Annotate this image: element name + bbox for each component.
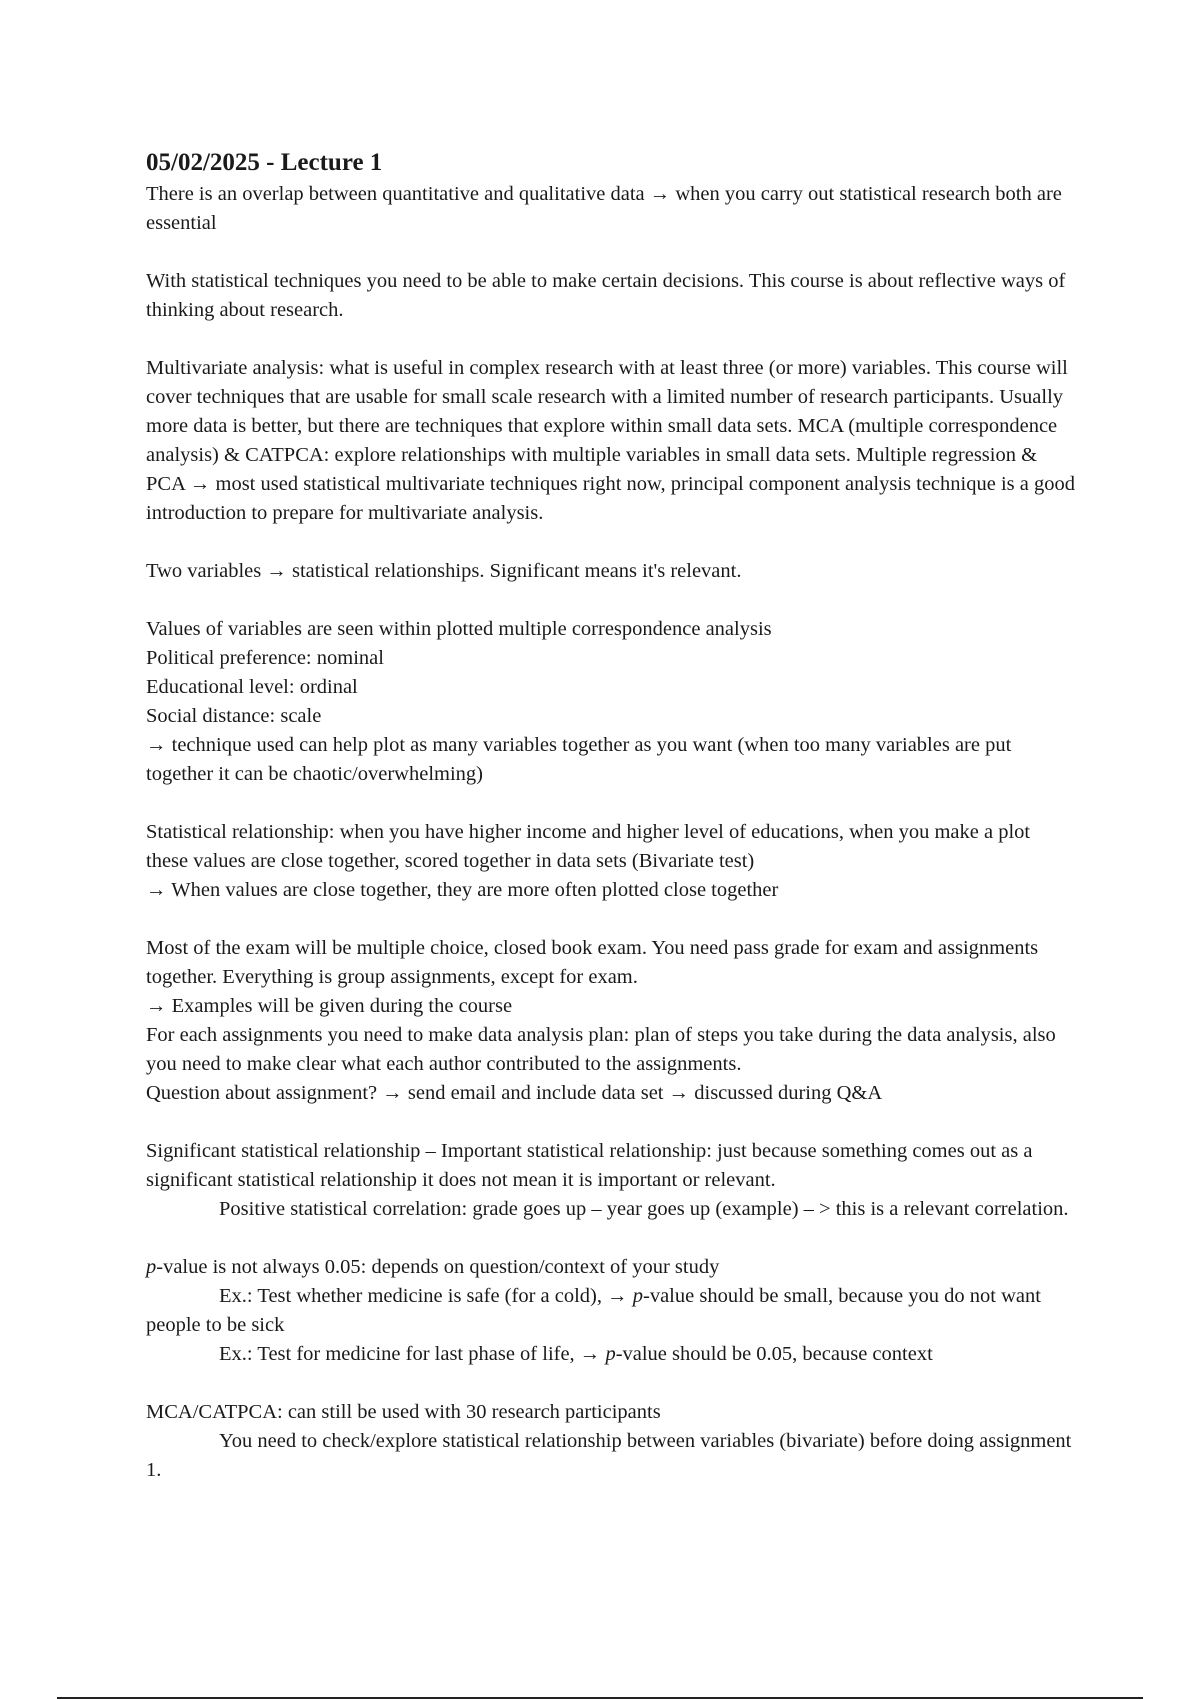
text-span: Ex.: Test whether medicine is safe (for a cold), → — [219, 1285, 633, 1307]
paragraph-significant-vs-important — [146, 1137, 1076, 1224]
paragraph-exam — [146, 934, 1076, 1108]
text-indented: You need to check/explore statistical relationship between variables (bivariate) before doing assignment 1. — [146, 1430, 1072, 1481]
text-span: Ex.: Test for medicine for last phase of life, → — [219, 1343, 606, 1365]
text-line: Political preference: nominal — [146, 647, 384, 669]
p-symbol: p — [146, 1256, 157, 1278]
text-line — [146, 1282, 1076, 1340]
text-span: -value should be small, because you do not want people to be sick — [146, 1285, 1041, 1336]
text-line: → When values are close together, they are more often plotted close together — [146, 879, 779, 901]
p-symbol: p — [605, 1343, 616, 1365]
text-line: → Examples will be given during the course — [146, 995, 513, 1017]
text-span: -value should be 0.05, because context — [615, 1343, 933, 1365]
text-line: MCA/CATPCA: can still be used with 30 research participants — [146, 1401, 661, 1423]
page-title: 05/02/2025 - Lecture 1 — [146, 149, 383, 176]
text-line: Significant statistical relationship – Important statistical relationship: just because something comes out as a significant statistical relationship it does not mean it is important or relevant. — [146, 1140, 1033, 1191]
text-line — [146, 1253, 1076, 1282]
text-line: Statistical relationship: when you have higher income and higher level of educations, when you make a plot these values are close together, scored together in data sets (Bivariate test) — [146, 821, 1031, 872]
paragraph-techniques: With statistical techniques you need to be able to make certain decisions. This course is about reflective ways of thinking about research. — [146, 270, 1066, 321]
text-line: Educational level: ordinal — [146, 676, 358, 698]
text-line: Values of variables are seen within plotted multiple correspondence analysis — [146, 618, 772, 640]
footer-divider — [57, 1697, 1143, 1699]
text-span: -value is not always 0.05: depends on question/context of your study — [156, 1256, 720, 1278]
text-line — [146, 1340, 1076, 1369]
paragraph-statistical-relationship — [146, 818, 1076, 905]
paragraph-mca-catpca — [146, 1398, 1076, 1485]
text-line: → technique used can help plot as many variables together as you want (when too many variables are put together it can be chaotic/overwhelming) — [146, 734, 1012, 785]
text-line: Social distance: scale — [146, 705, 322, 727]
text-line — [146, 1427, 1076, 1485]
text-line — [146, 1195, 1076, 1224]
document-page — [146, 146, 1076, 1514]
p-symbol: p — [632, 1285, 643, 1307]
text-line: For each assignments you need to make data analysis plan: plan of steps you take during the data analysis, also you need to make clear what each author contributed to the assignments. — [146, 1024, 1056, 1075]
text-indented: Positive statistical correlation: grade goes up – year goes up (example) – > this is a relevant correlation. — [219, 1198, 1069, 1220]
text-line: Most of the exam will be multiple choice, closed book exam. You need pass grade for exam and assignments together. Everything is group assignments, except for exam. — [146, 937, 1039, 988]
text-line: Question about assignment? → send email and include data set → discussed during Q&A — [146, 1082, 883, 1104]
paragraph-multivariate: Multivariate analysis: what is useful in complex research with at least three (or more) variables. This course will cover techniques that are usable for small scale research with a limited number of research participants. Usually more data is better, but there are techniques that explore within small data sets. MCA (multiple correspondence analysis) & CATPCA: explore relationships with multiple variables in small data sets. Multiple regression & PCA → most used statistical multivariate techniques right now, principal component analysis technique is a good introduction to prepare for multivariate analysis. — [146, 357, 1075, 524]
paragraph-overlap: There is an overlap between quantitative and qualitative data → when you carry out statistical research both are essential — [146, 183, 1062, 234]
paragraph-p-value — [146, 1253, 1076, 1369]
paragraph-two-variables: Two variables → statistical relationships. Significant means it's relevant. — [146, 560, 742, 582]
paragraph-variable-values — [146, 615, 1076, 789]
